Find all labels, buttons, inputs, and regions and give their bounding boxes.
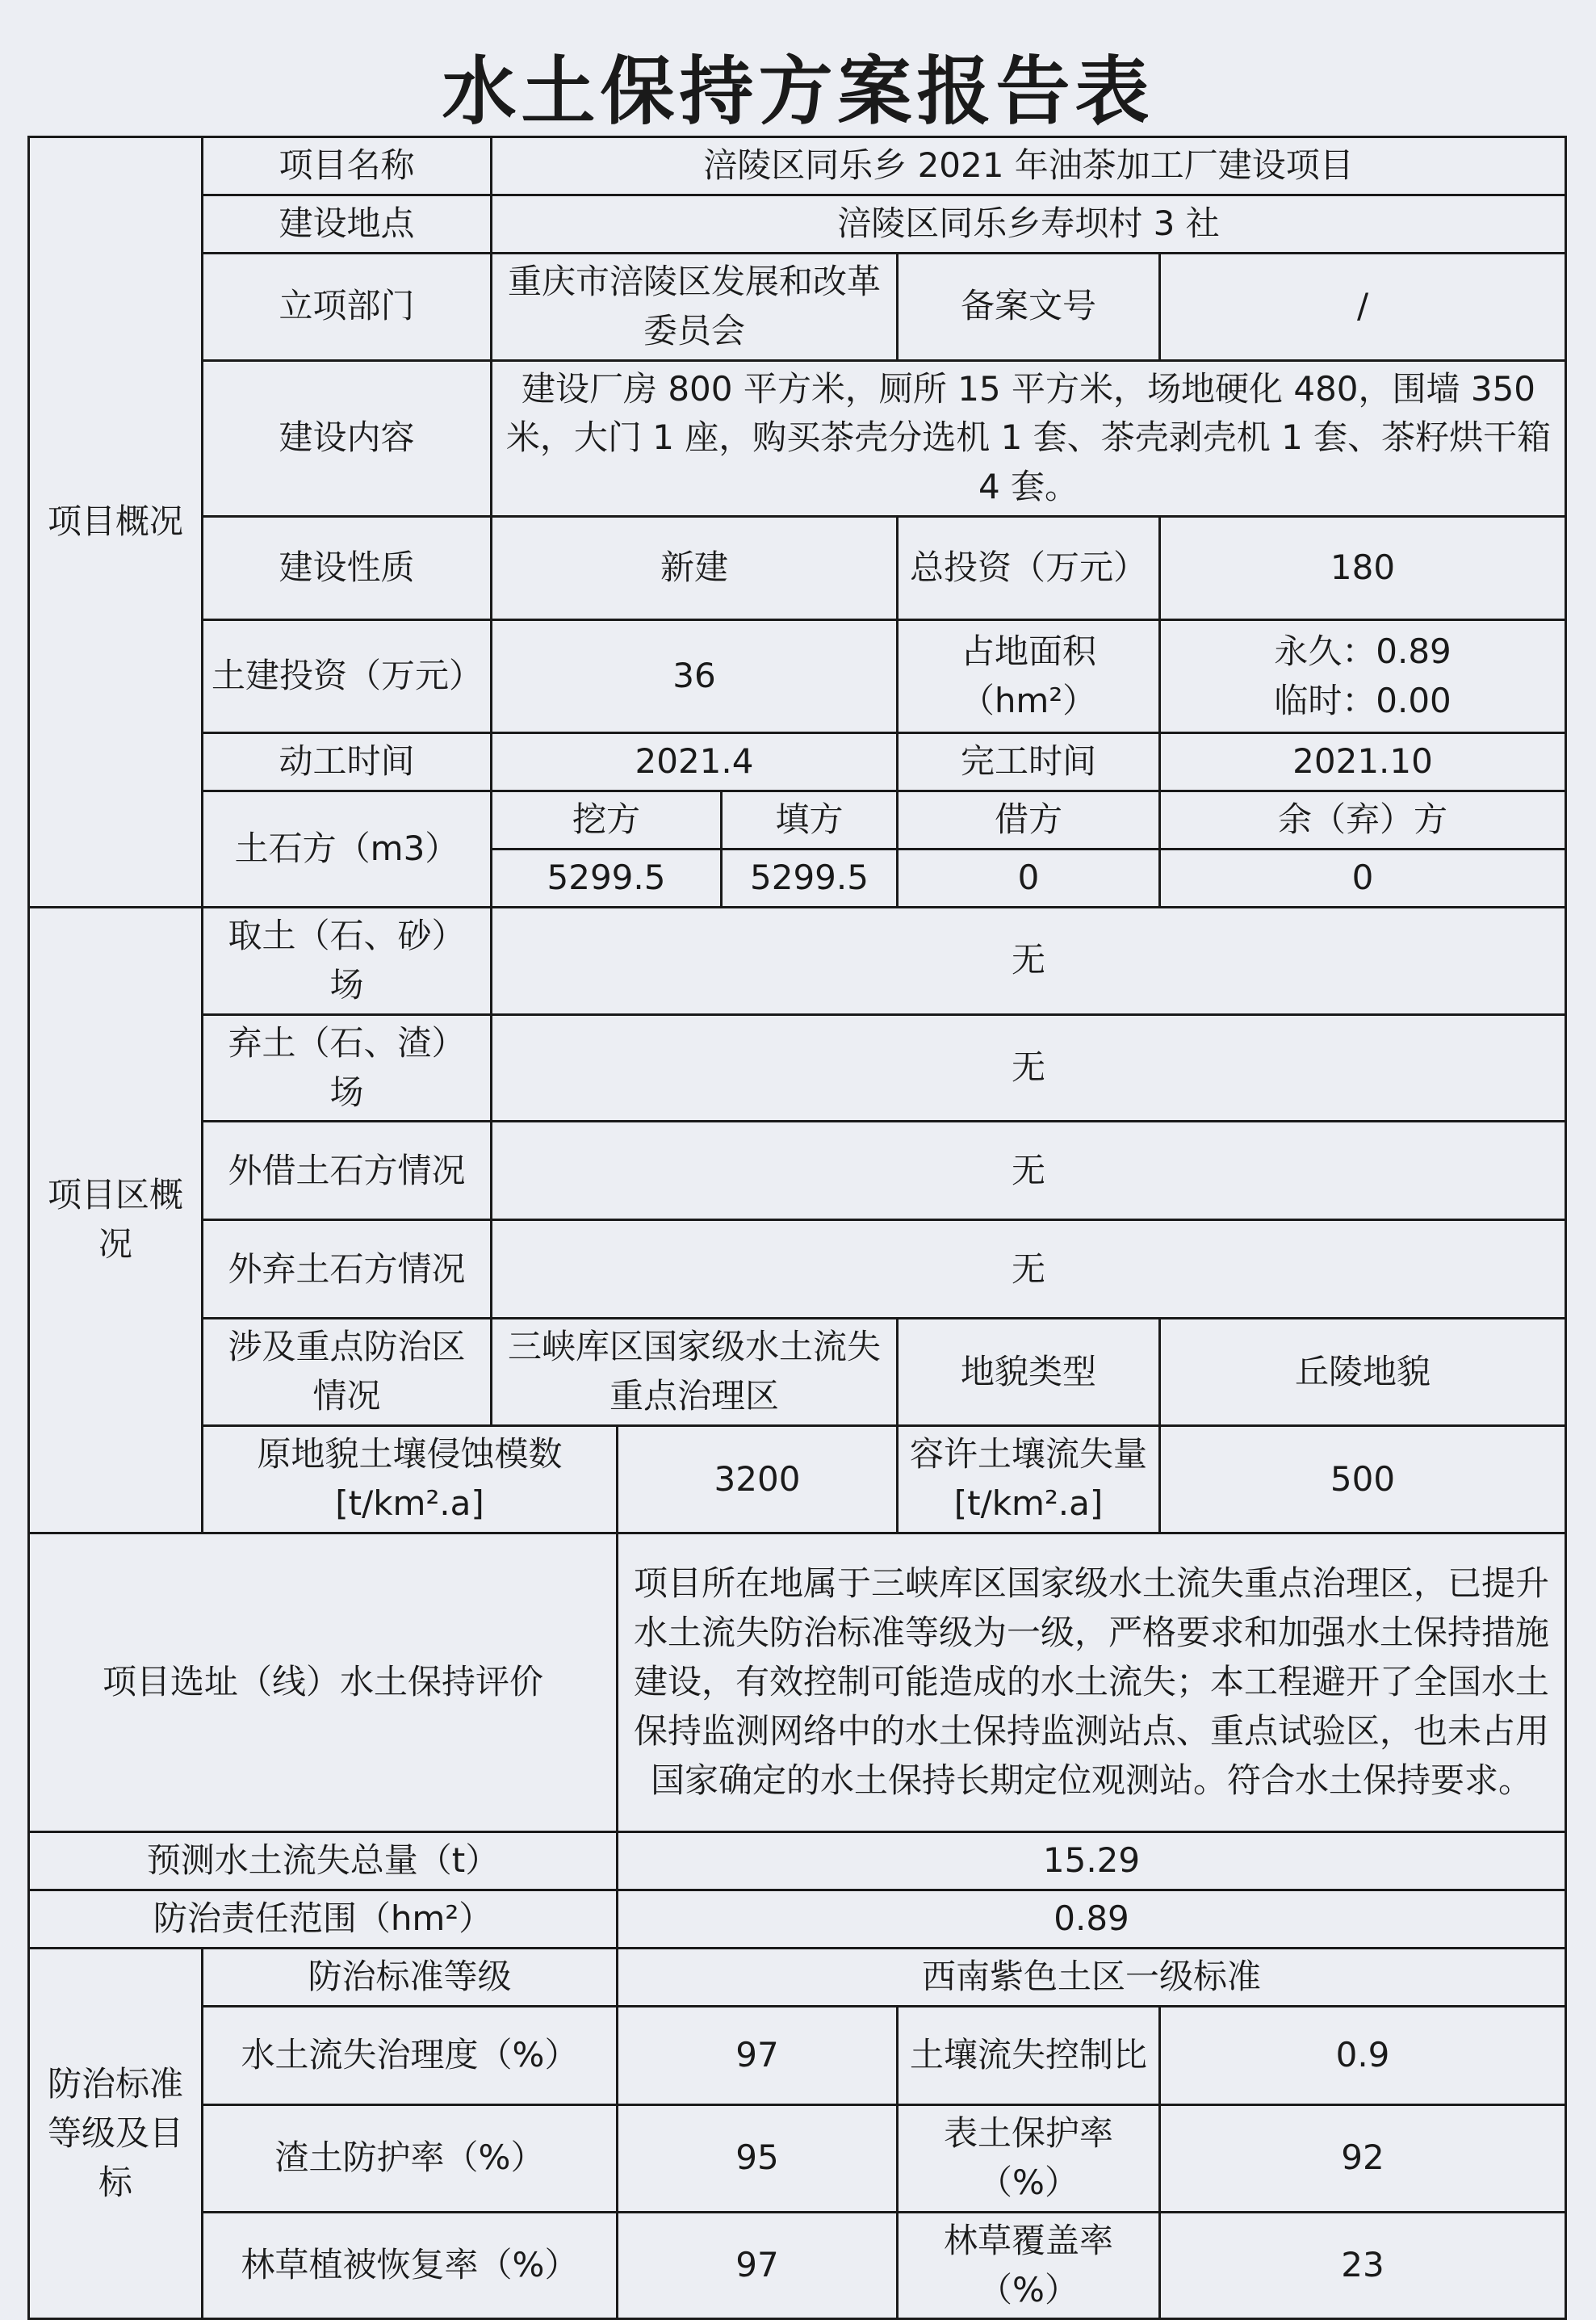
section-label-area-overview: 项目区概况 [29, 907, 203, 1533]
label-borrow: 借方 [898, 791, 1160, 850]
value-land-permanent: 永久：0.89 [1274, 631, 1451, 671]
value-topsoil-rate: 92 [1160, 2104, 1566, 2212]
label-erosion-modulus: 原地貌土壤侵蚀模数[t/km².a] [203, 1426, 618, 1533]
label-control-degree: 水土流失治理度（%） [203, 2006, 618, 2104]
value-slag-rate: 95 [618, 2104, 898, 2212]
value-land-area [1160, 620, 1566, 733]
row-project-name [29, 137, 1566, 195]
label-key-zone: 涉及重点防治区情况 [203, 1319, 492, 1426]
value-fill: 5299.5 [722, 850, 898, 908]
label-excavation: 挖方 [492, 791, 722, 850]
label-start-time: 动工时间 [203, 733, 492, 791]
label-predicted-loss: 预测水土流失总量（t） [29, 1832, 618, 1890]
value-allowable-loss: 500 [1160, 1426, 1566, 1533]
label-borrow-site: 取土（石、砂）场 [203, 907, 492, 1014]
value-location: 涪陵区同乐乡寿坝村 3 社 [492, 195, 1566, 253]
value-erosion-modulus: 3200 [618, 1426, 898, 1533]
row-control-degree [29, 2006, 1566, 2104]
page-title: 水土保持方案报告表 [442, 48, 1154, 135]
value-landform-type: 丘陵地貌 [1160, 1319, 1566, 1426]
section-label-project-overview: 项目概况 [29, 137, 203, 908]
row-time [29, 733, 1566, 791]
label-location: 建设地点 [203, 195, 492, 253]
value-external-spoil: 无 [492, 1220, 1566, 1319]
label-responsibility-scope: 防治责任范围（hm²） [29, 1890, 618, 1949]
label-standard-grade: 防治标准等级 [203, 1949, 618, 2007]
row-borrow-site [29, 907, 1566, 1014]
section-label-standard: 防治标准等级及目标 [29, 1949, 203, 2319]
label-project-name: 项目名称 [203, 137, 492, 195]
value-surplus: 0 [1160, 850, 1566, 908]
value-borrow-site: 无 [492, 907, 1566, 1014]
label-content: 建设内容 [203, 360, 492, 517]
value-approval-dept: 重庆市涪陵区发展和改革委员会 [492, 253, 898, 360]
row-responsibility-scope [29, 1890, 1566, 1949]
label-fill: 填方 [722, 791, 898, 850]
value-content: 建设厂房 800 平方米，厕所 15 平方米，场地硬化 480，围墙 350 米，大门 1 座，购买茶壳分选机 1 套、茶壳剥壳机 1 套、茶籽烘干箱 4 套。 [492, 360, 1566, 517]
row-external-spoil [29, 1220, 1566, 1319]
value-vegetation-cover: 23 [1160, 2212, 1566, 2319]
label-site-evaluation: 项目选址（线）水土保持评价 [29, 1533, 618, 1832]
value-control-degree: 97 [618, 2006, 898, 2104]
report-form-table [27, 136, 1567, 2320]
row-standard-grade [29, 1949, 1566, 2007]
row-slag-rate [29, 2104, 1566, 2212]
value-project-name: 涪陵区同乐乡 2021 年油茶加工厂建设项目 [492, 137, 1566, 195]
value-vegetation-restore: 97 [618, 2212, 898, 2319]
label-slag-rate: 渣土防护率（%） [203, 2104, 618, 2212]
label-land-area: 占地面积（hm²） [898, 620, 1160, 733]
row-nature [29, 517, 1566, 620]
label-civil-investment: 土建投资（万元） [203, 620, 492, 733]
label-loss-ratio: 土壤流失控制比 [898, 2006, 1160, 2104]
row-content [29, 360, 1566, 517]
value-standard-grade: 西南紫色土区一级标准 [618, 1949, 1566, 2007]
label-surplus: 余（弃）方 [1160, 791, 1566, 850]
label-topsoil-rate: 表土保护率（%） [898, 2104, 1160, 2212]
value-external-borrow: 无 [492, 1122, 1566, 1220]
value-civil-investment: 36 [492, 620, 898, 733]
row-location [29, 195, 1566, 253]
label-external-borrow: 外借土石方情况 [203, 1122, 492, 1220]
label-landform-type: 地貌类型 [898, 1319, 1160, 1426]
label-external-spoil: 外弃土石方情况 [203, 1220, 492, 1319]
value-spoil-site: 无 [492, 1014, 1566, 1122]
value-borrow: 0 [898, 850, 1160, 908]
row-vegetation [29, 2212, 1566, 2319]
value-loss-ratio: 0.9 [1160, 2006, 1566, 2104]
row-approval [29, 253, 1566, 360]
label-finish-time: 完工时间 [898, 733, 1160, 791]
label-earthwork: 土石方（m3） [203, 791, 492, 908]
value-site-evaluation: 项目所在地属于三峡库区国家级水土流失重点治理区，已提升水土流失防治标准等级为一级，严格要求和加强水土保持措施建设，有效控制可能造成的水土流失；本工程避开了全国水土保持监测网络中的水土保持监测站点、重点试验区，也未占用国家确定的水土保持长期定位观测站。符合水土保持要求。 [618, 1533, 1566, 1832]
value-predicted-loss: 15.29 [618, 1832, 1566, 1890]
label-allowable-loss: 容许土壤流失量[t/km².a] [898, 1426, 1160, 1533]
row-spoil-site [29, 1014, 1566, 1122]
row-predicted-loss [29, 1832, 1566, 1890]
label-nature: 建设性质 [203, 517, 492, 620]
value-land-temporary: 临时：0.00 [1274, 680, 1451, 720]
label-filing-no: 备案文号 [898, 253, 1160, 360]
label-spoil-site: 弃土（石、渣）场 [203, 1014, 492, 1122]
row-key-zone [29, 1319, 1566, 1426]
value-filing-no: / [1160, 253, 1566, 360]
value-total-investment: 180 [1160, 517, 1566, 620]
label-total-investment: 总投资（万元） [898, 517, 1160, 620]
label-vegetation-cover: 林草覆盖率（%） [898, 2212, 1160, 2319]
label-approval-dept: 立项部门 [203, 253, 492, 360]
row-erosion [29, 1426, 1566, 1533]
value-excavation: 5299.5 [492, 850, 722, 908]
row-civil-investment [29, 620, 1566, 733]
row-site-evaluation [29, 1533, 1566, 1832]
row-external-borrow [29, 1122, 1566, 1220]
value-responsibility-scope: 0.89 [618, 1890, 1566, 1949]
value-start-time: 2021.4 [492, 733, 898, 791]
value-finish-time: 2021.10 [1160, 733, 1566, 791]
value-nature: 新建 [492, 517, 898, 620]
value-key-zone: 三峡库区国家级水土流失重点治理区 [492, 1319, 898, 1426]
row-earthwork-header [29, 791, 1566, 850]
label-vegetation-restore: 林草植被恢复率（%） [203, 2212, 618, 2319]
